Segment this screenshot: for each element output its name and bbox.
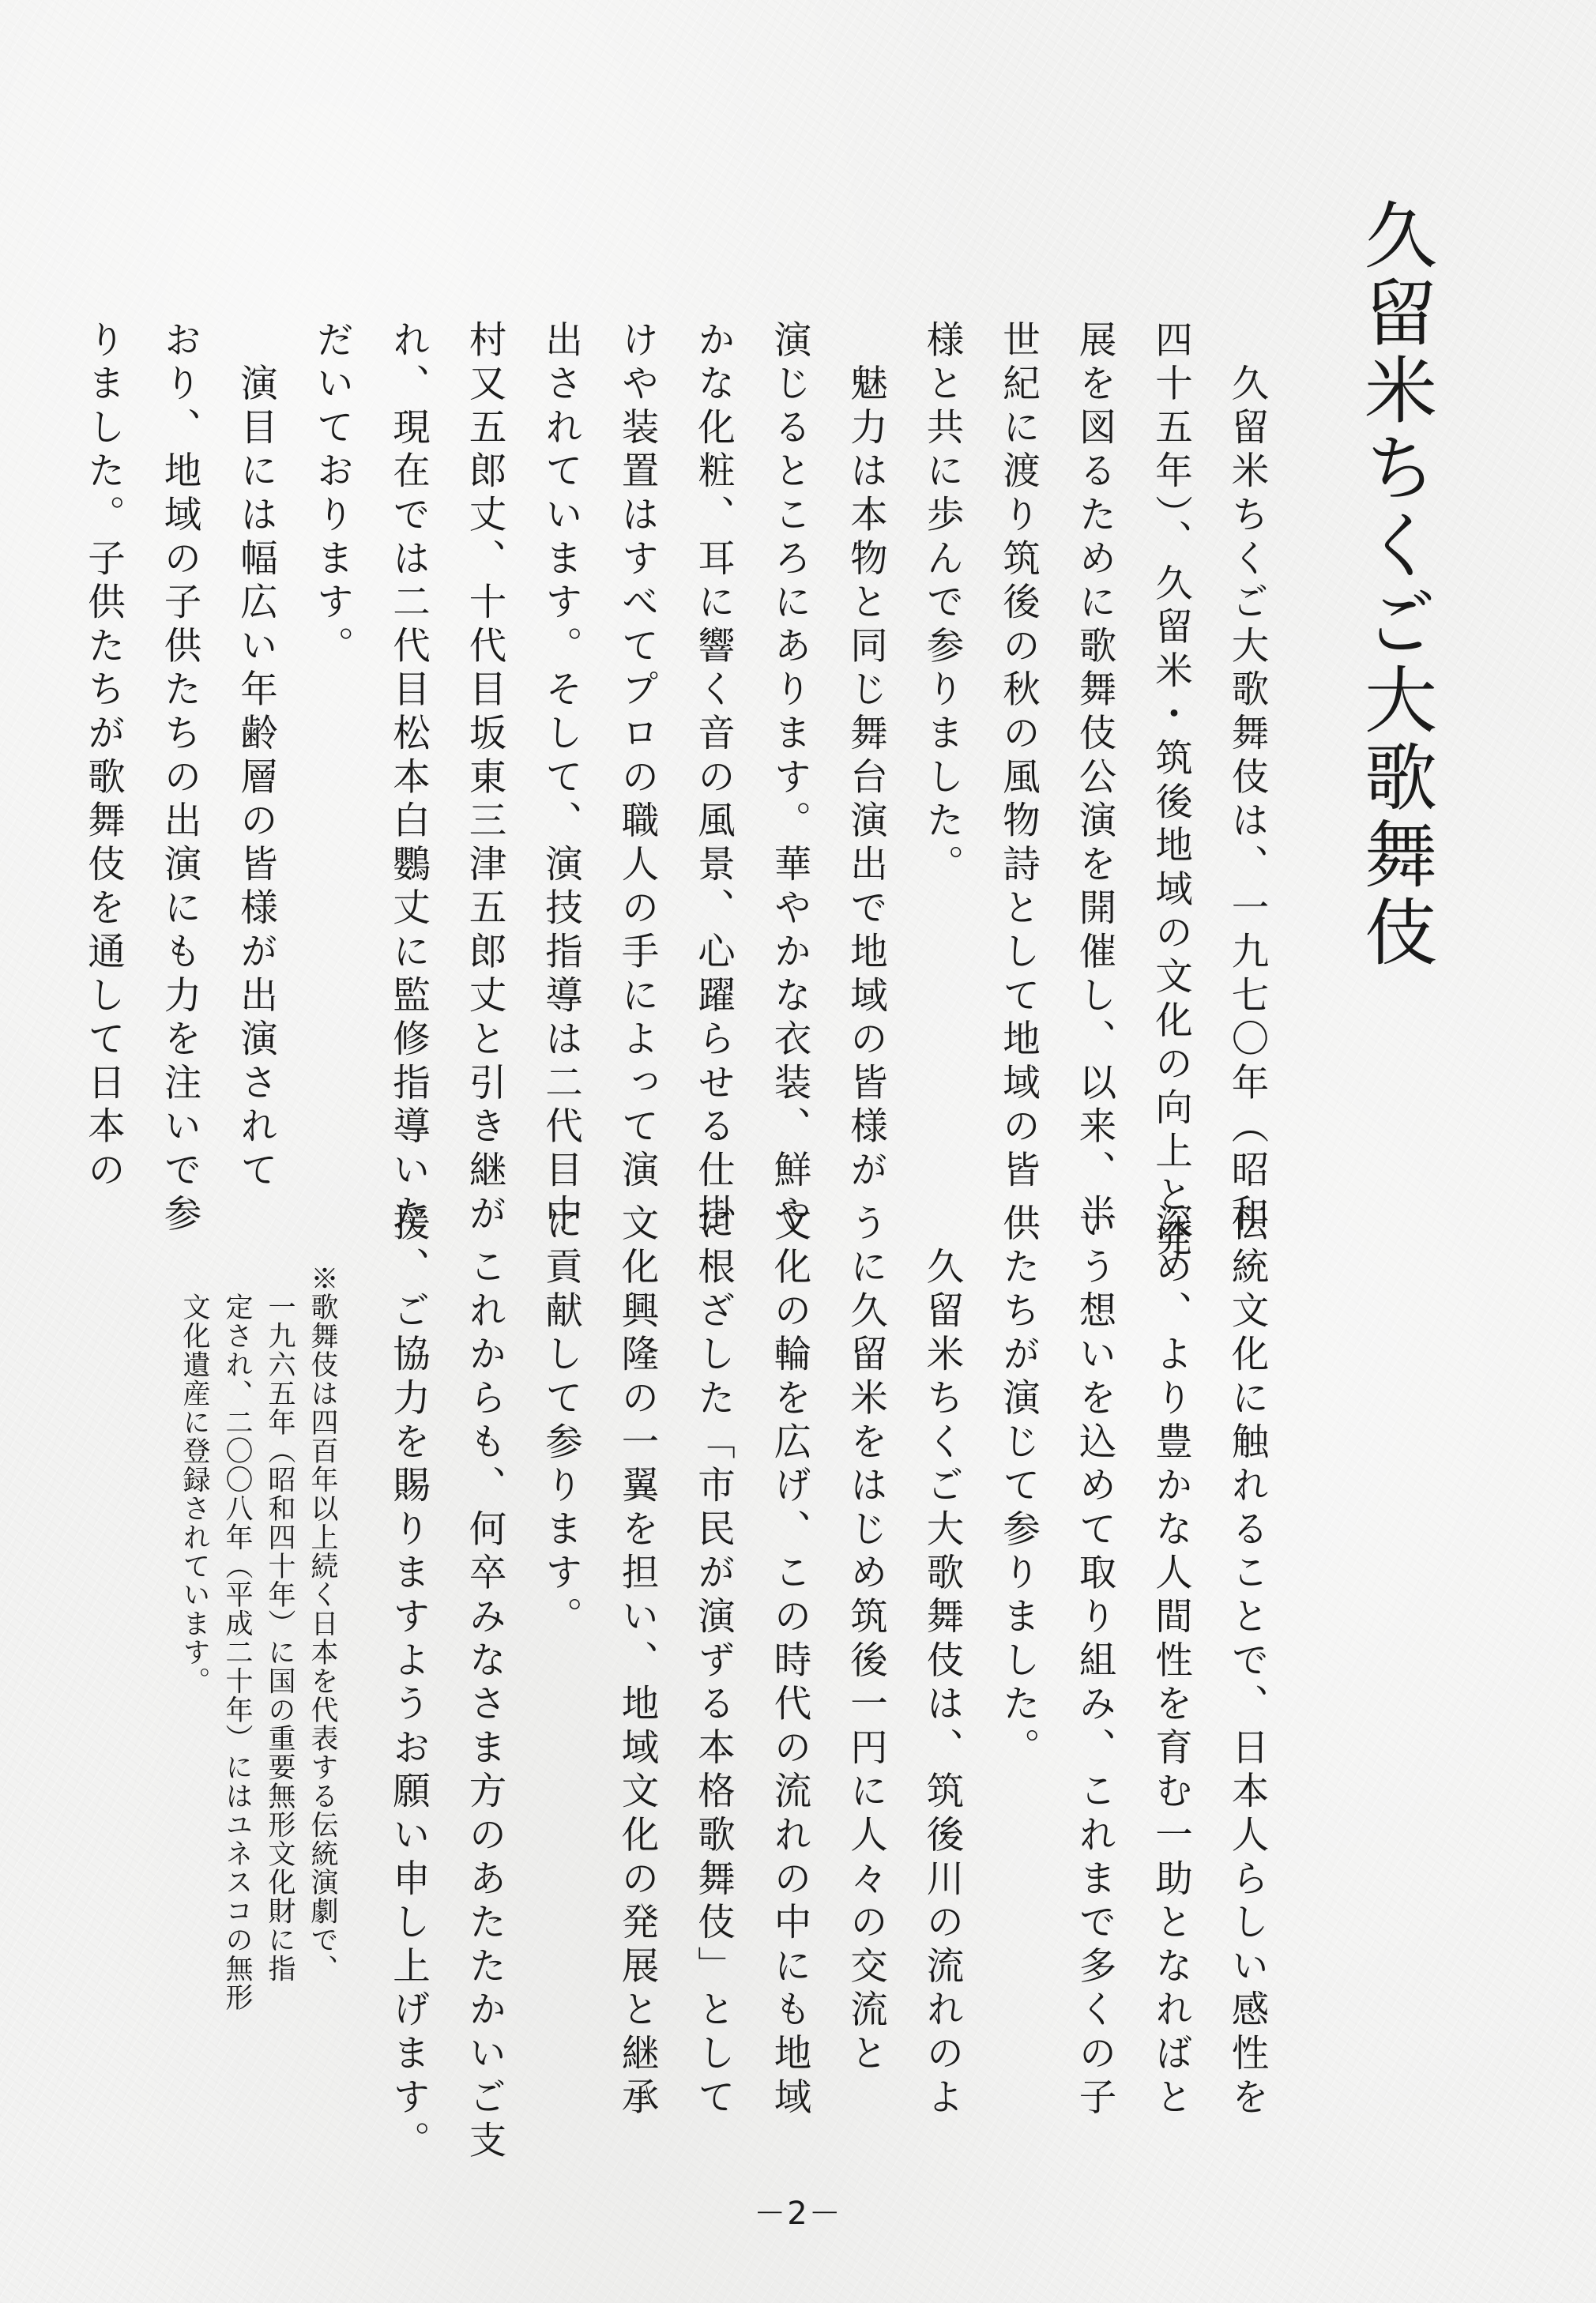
body-text-upper: 久留米ちくご大歌舞伎は、一九七〇年（昭和 四十五年）、久留米・筑後地域の文化の向上と発 展を図るために歌舞伎公演を開催し、以来、半 世紀に渡り筑後の秋の風物詩として地域の皆 様と共に歩んで参りました。 魅力は本物と同じ舞台演出で地域の皆様が 演じるところにあります。華やかな衣装、鮮や かな化粧、耳に響く音の風景、心躍らせる仕掛 けや装置はすべてプロの職人の手によって演 出されています。そして、演技指導は二代目中 村又五郎丈、十代目坂東三津五郎丈と引き継が れ、現在では二代目松本白鸚丈に監修指導いた だいております。 演目には幅広い年齢層の皆様が出演されて おり、地域の子供たちの出演にも力を注いで参 りました。子供たちが歌舞伎を通して日本の [81,320,1268,1263]
page-title: 久留米ちくご大歌舞伎 [1353,198,1437,972]
page-number: －2－ [754,2196,842,2232]
body-text-lower: 伝統文化に触れることで、日本人らしい感性を 深め、より豊かな人間性を育む一助となればと いう想いを込めて取り組み、これまで多くの子 供たちが演じて参りました。 久留米ちくご大歌舞伎は、筑後川の流れのよ うに久留米をはじめ筑後一円に人々の交流と 文化の輪を広げ、この時代の流れの中にも地域 に根ざした「市民が演ずる本格歌舞伎」として 文化興隆の一翼を担い、地域文化の発展と継承 に貢献して参ります。 これからも、何卒みなさま方のあたたかいご支 援、ご協力を賜りますようお願い申し上げます。 [386,1203,1268,2165]
footnote: ※歌舞伎は四百年以上続く日本を代表する伝統演劇で、 一九六五年（昭和四十年）に国の重要無形文化財に指 定され、二〇〇八年（平成二十年）にはユネスコの無形 文化遺産に登録されています。 [179,1264,338,2012]
